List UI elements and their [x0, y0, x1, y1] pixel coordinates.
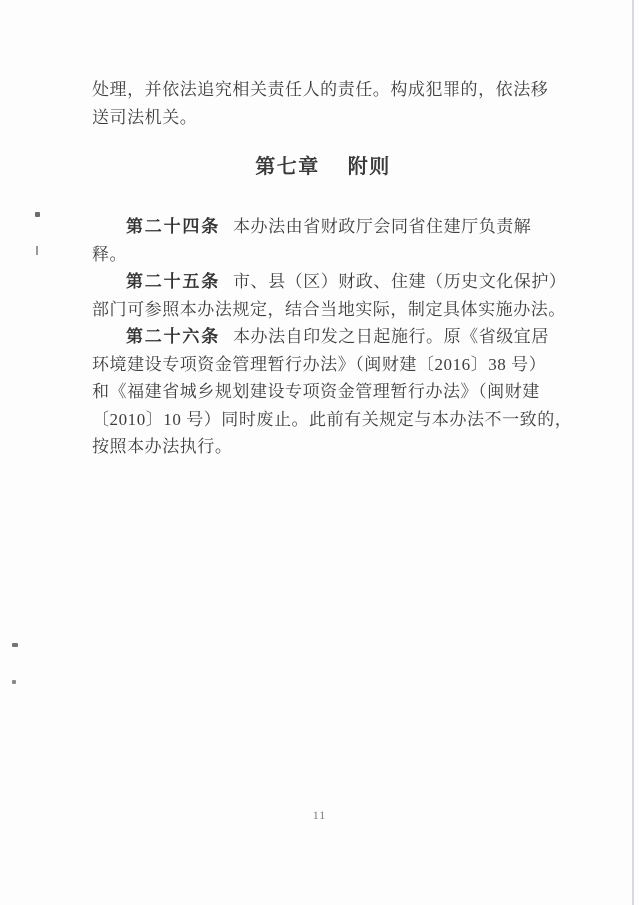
scan-speck [35, 212, 40, 217]
text-line [92, 213, 554, 241]
chapter-title: 附则 [347, 156, 391, 178]
text-line: 环境建设专项资金管理暂行办法》（闽财建〔2016〕38 号） [92, 354, 547, 374]
chapter-number: 第七章 [255, 156, 320, 178]
chapter-heading [92, 153, 554, 181]
paragraph-continuation [92, 76, 554, 131]
article-25-term: 第二十五条 [126, 272, 220, 291]
article-26-term: 第二十六条 [126, 327, 220, 346]
article-24 [92, 213, 554, 268]
text-line [92, 268, 567, 296]
article-25 [92, 268, 567, 323]
text-line: 和《福建省城乡规划建设专项资金管理暂行办法》（闽财建 [92, 382, 540, 401]
scan-edge-line [632, 0, 634, 905]
text-line: 按照本办法执行。 [92, 437, 233, 456]
article-26 [92, 323, 573, 461]
scan-speck [36, 246, 38, 255]
article-25-text: 市、县（区）财政、住建（历史文化保护） [233, 272, 567, 291]
text-line: 释。 [92, 244, 128, 264]
article-24-term: 第二十四条 [126, 217, 220, 236]
text-line: 送司法机关。 [92, 107, 198, 127]
text-line: 处理，并依法追究相关责任人的责任。构成犯罪的，依法移 [92, 80, 549, 99]
article-26-text: 本办法自印发之日起施行。原《省级宜居 [233, 327, 549, 346]
article-24-text: 本办法由省财政厅会同省住建厅负责解 [233, 217, 532, 236]
document-body [92, 76, 573, 461]
page-number: 11 [312, 808, 327, 822]
text-line [92, 323, 554, 351]
scan-speck [12, 643, 18, 647]
text-line: 部门可参照本办法规定，结合当地实际，制定具体实施办法。 [92, 299, 566, 319]
scan-speck [12, 680, 16, 684]
text-line: 〔2010〕10 号）同时废止。此前有关规定与本办法不一致的， [92, 409, 573, 429]
